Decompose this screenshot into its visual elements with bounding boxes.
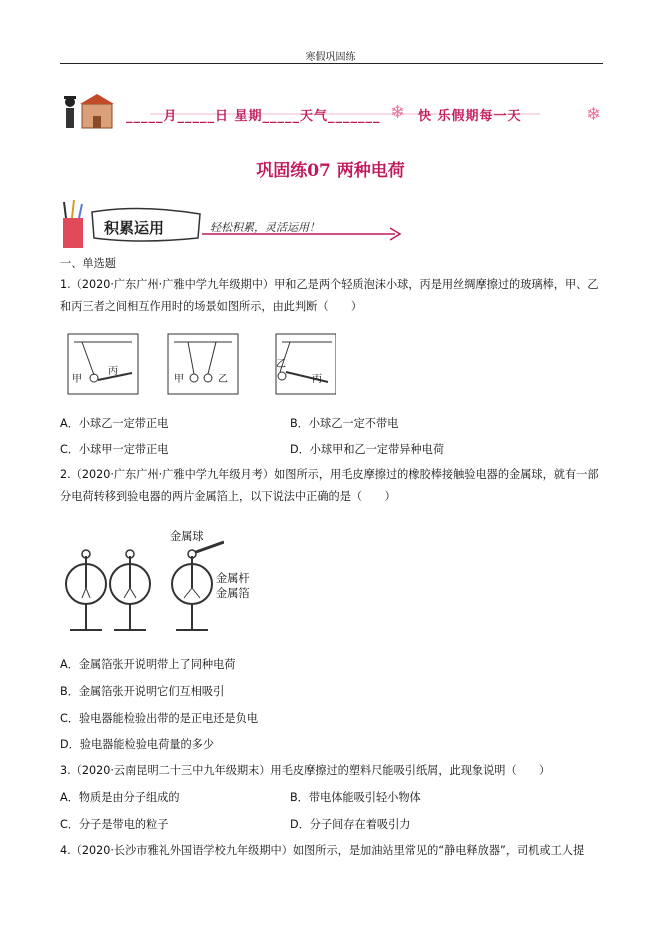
header-rule (60, 63, 603, 64)
question-2-stem: 2.（2020·广东广州·广雅中学九年级月考）如图所示，用毛皮摩擦过的橡胶棒接触验电器的金属球，就有一部分电荷转移到验电器的两片金属箔上，以下说法中正确的是（ ） (60, 468, 599, 503)
question-3-stem: 3.（2020·云南昆明二十三中九年级期末）用毛皮摩擦过的塑料尺能吸引纸屑，此现象说明（ ） (60, 764, 551, 777)
fig-label: 乙 (276, 359, 286, 370)
snowflake-icon: ❄ (390, 102, 406, 123)
q2-option-b: B．金属箔张开说明它们互相吸引 (60, 685, 225, 698)
fig-label-metal-foil: 金属箔 (216, 587, 250, 600)
date-line: _____月_____日 星期_____天气_______ (126, 109, 381, 124)
q3-option-d: D．分子间存在着吸引力 (290, 818, 411, 831)
fig-label: 丙 (108, 366, 118, 377)
fig-label: 乙 (218, 374, 228, 385)
date-banner (60, 92, 620, 136)
fig-label: 甲 (174, 374, 184, 385)
q3-option-a: A．物质是由分子组成的 (60, 791, 180, 804)
page-header: 寒假巩固练 (305, 52, 356, 63)
q1-option-d: D．小球甲和乙一定带异种电荷 (290, 443, 445, 456)
section-label: 积累运用 (104, 219, 165, 237)
q3-option-b: B．带电体能吸引轻小物体 (290, 791, 421, 804)
q1-option-c: C．小球甲一定带正电 (60, 443, 169, 456)
section-banner (60, 200, 410, 250)
question-2-figure (64, 536, 224, 634)
question-1-figure (66, 332, 336, 398)
snowflake-icon: ❄ (586, 104, 602, 125)
q3-option-c: C．分子是带电的粒子 (60, 818, 169, 831)
q1-option-a: A．小球乙一定带正电 (60, 417, 169, 430)
question-1-stem: 1.（2020·广东广州·广雅中学九年级期中）甲和乙是两个轻质泡沫小球，丙是用丝绸摩擦过的玻璃棒，甲、乙和丙三者之间相互作用时的场景如图所示，由此判断（ ） (60, 278, 599, 313)
section-motto: 轻松积累，灵活运用！ (210, 221, 320, 234)
q2-option-a: A．金属箔张开说明带上了同种电荷 (60, 658, 236, 671)
question-4-stem: 4.（2020·长沙市雅礼外国语学校九年级期中）如图所示，是加油站里常见的“静电释放器”，司机或工人提 (60, 844, 585, 857)
page-title: 巩固练07 两种电荷 (256, 161, 405, 181)
q1-option-b: B．小球乙一定不带电 (290, 417, 399, 430)
fig-label: 甲 (72, 374, 82, 385)
q2-option-c: C．验电器能检验出带的是正电还是负电 (60, 712, 259, 725)
part-label: 一、单选题 (60, 257, 116, 270)
q2-option-d: D．验电器能检验电荷量的多少 (60, 738, 215, 751)
fig-label-metal-rod: 金属杆 (216, 572, 250, 585)
fig-label: 丙 (312, 374, 322, 385)
fig-label-metal-ball: 金属球 (170, 530, 204, 543)
slogan: 快 乐假期每一天 (418, 109, 522, 124)
